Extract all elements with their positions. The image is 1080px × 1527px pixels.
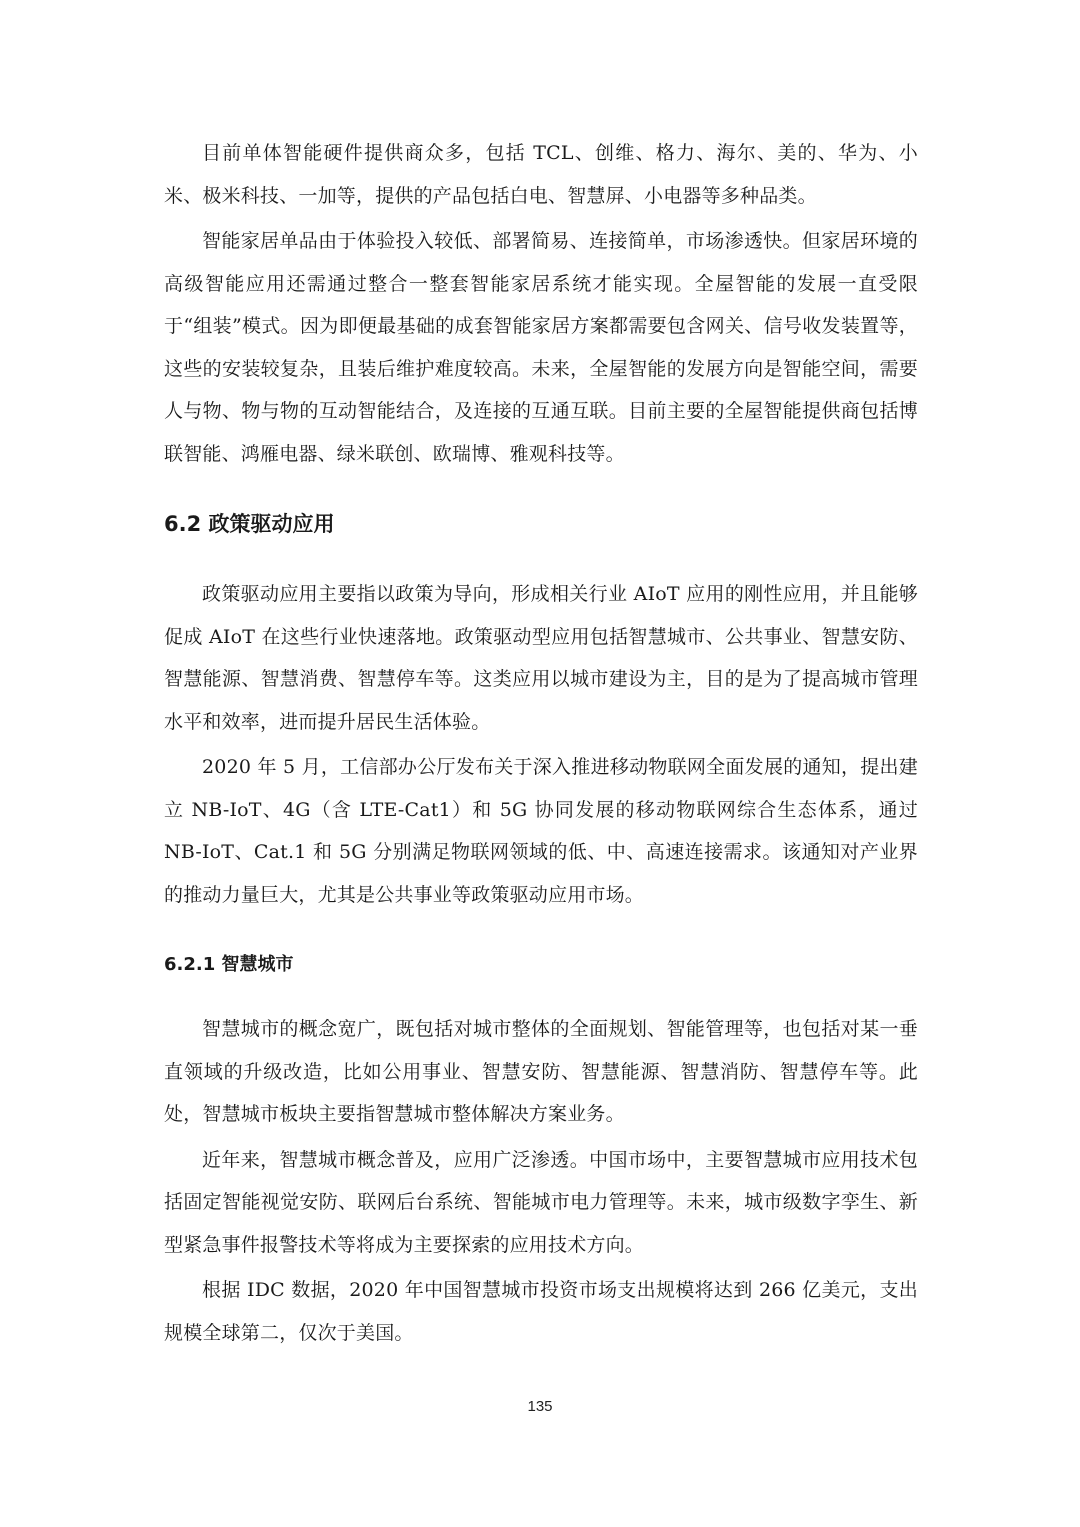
subsection-heading: 6.2.1 智慧城市	[164, 954, 294, 975]
paragraph: 智能家居单品由于体验投入较低、部署简易、连接简单，市场渗透快。但家居环境的高级智能应用还需通过整合一整套智能家居系统才能实现。全屋智能的发展一直受限于“组装”模式。因为即便最基础的成套智能家居方案都需要包含网关、信号收发装置等，这些的安装较复杂，且装后维护难度较高。未来，全屋智能的发展方向是智能空间，需要人与物、物与物的互动智能结合，及连接的互通互联。目前主要的全屋智能提供商包括博联智能、鸿雁电器、绿米联创、欧瑞博、雅观科技等。	[164, 230, 918, 465]
paragraph: 政策驱动应用主要指以政策为导向，形成相关行业 AIoT 应用的刚性应用，并且能够促成 AIoT 在这些行业快速落地。政策驱动型应用包括智慧城市、公共事业、智慧安防、智慧能源、智慧消费、智慧停车等。这类应用以城市建设为主，目的是为了提高城市管理水平和效率，进而提升居民生活体验。	[164, 583, 918, 733]
paragraph: 2020 年 5 月，工信部办公厅发布关于深入推进移动物联网全面发展的通知，提出建立 NB-IoT、4G（含 LTE-Cat1）和 5G 协同发展的移动物联网综合生态体系，通过 NB-IoT、Cat.1 和 5G 分别满足物联网领域的低、中、高速连接需求。该通知对产业界的推动力量巨大，尤其是公共事业等政策驱动应用市场。	[164, 756, 918, 906]
paragraph: 智慧城市的概念宽广，既包括对城市整体的全面规划、智能管理等，也包括对某一垂直领域的升级改造，比如公用事业、智慧安防、智慧能源、智慧消防、智慧停车等。此处，智慧城市板块主要指智慧城市整体解决方案业务。	[164, 1018, 918, 1125]
section-heading: 6.2 政策驱动应用	[164, 512, 335, 536]
paragraph: 近年来，智慧城市概念普及，应用广泛渗透。中国市场中，主要智慧城市应用技术包括固定智能视觉安防、联网后台系统、智能城市电力管理等。未来，城市级数字孪生、新型紧急事件报警技术等将成为主要探索的应用技术方向。	[164, 1148, 918, 1256]
page-content	[164, 132, 918, 1354]
paragraph: 根据 IDC 数据，2020 年中国智慧城市投资市场支出规模将达到 266 亿美元，支出规模全球第二，仅次于美国。	[164, 1279, 918, 1344]
page-number: 135	[527, 1398, 553, 1415]
paragraph: 目前单体智能硬件提供商众多，包括 TCL、创维、格力、海尔、美的、华为、小米、极米科技、一加等，提供的产品包括白电、智慧屏、小电器等多种品类。	[164, 142, 918, 207]
